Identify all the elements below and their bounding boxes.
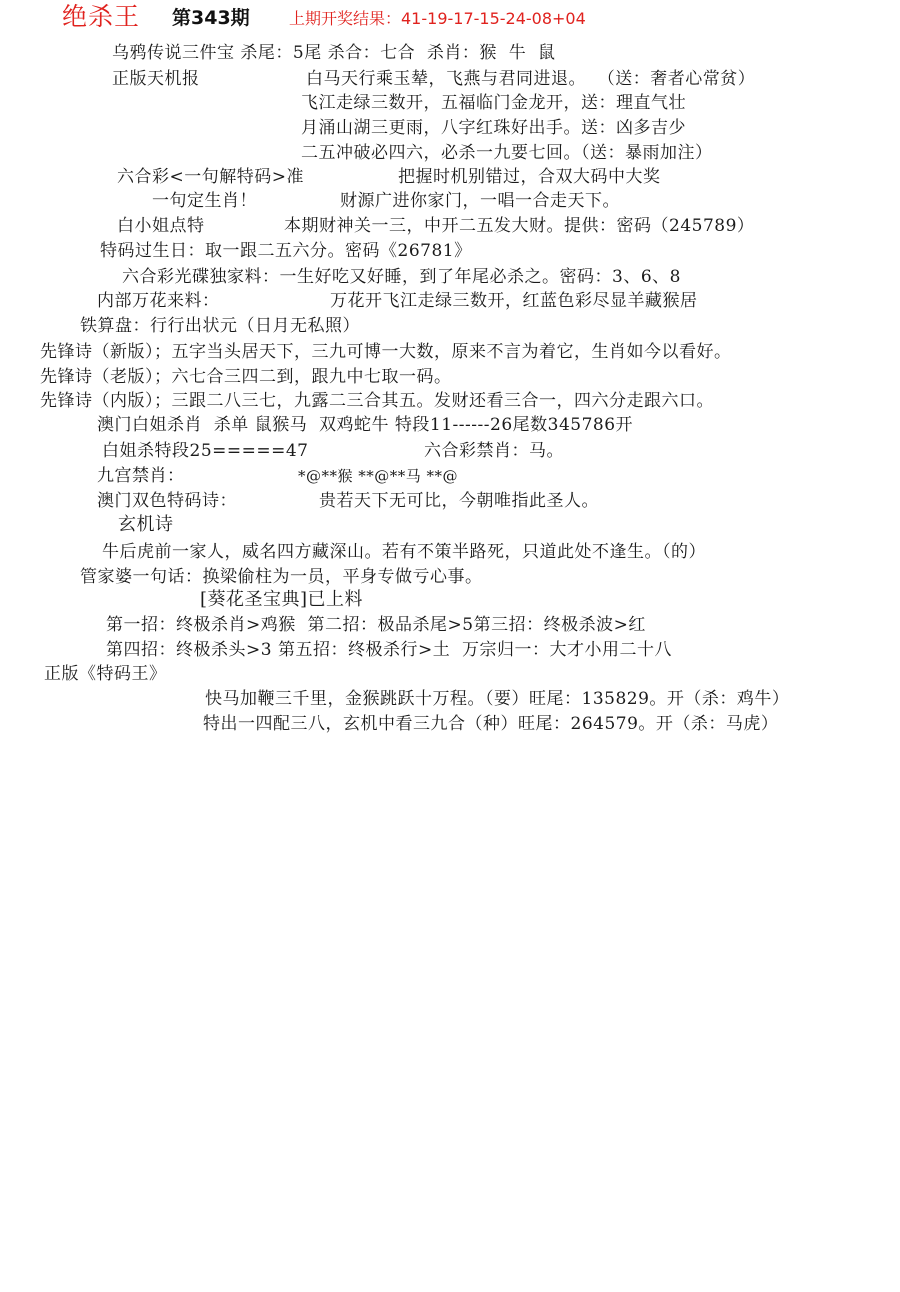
text-line-moves-1-3: 第一招：终极杀肖>鸡猴 第二招：极品杀尾>5第三招：终极杀波>红 xyxy=(106,615,646,635)
text-line-nine-palace-text: *@**猴 **@**马 **@ xyxy=(298,467,459,485)
issue-number: 第343期 xyxy=(172,7,250,29)
text-line-bai-label: 白小姐点特 xyxy=(117,216,205,236)
text-line-wanhua-label: 内部万花来料： xyxy=(97,291,220,311)
text-line-crow-legend: 乌鸦传说三件宝 杀尾：5尾 杀合：七合 杀肖：猴 牛 鼠 xyxy=(112,43,556,63)
text-line-one-sentence-label: 六合彩<一句解特码>准 xyxy=(117,167,304,187)
text-line-abacus: 铁算盘：行行出状元（日月无私照） xyxy=(80,316,360,336)
text-line-tianji-poem-3: 月涌山湖三更雨，八字红珠好出手。送：凶多吉少 xyxy=(301,118,686,138)
text-line-zodiac-text: 财源广进你家门，一唱一合走天下。 xyxy=(340,191,620,211)
text-line-vanguard-old: 先锋诗（老版）；六七合三四二到，跟九中七取一码。 xyxy=(40,367,452,387)
text-line-macau-poem-label: 澳门双色特码诗： xyxy=(97,491,237,511)
text-line-macau-bai: 澳门白姐杀肖 杀单 鼠猴马 双鸡蛇牛 特段11------26尾数345786开 xyxy=(97,415,634,435)
text-line-macau-poem-text: 贵若天下无可比，今朝唯指此圣人。 xyxy=(319,491,599,511)
section-heading-kuihua: [葵花圣宝典]已上料 xyxy=(200,589,364,610)
text-line-tianji-poem-2: 飞江走绿三数开，五福临门金龙开，送：理直气壮 xyxy=(301,93,686,113)
section-heading-tema-wang: 正版《特码王》 xyxy=(44,664,167,684)
text-line-mystic-poem: 牛后虎前一家人，威名四方藏深山。若有不策半路死，只道此处不逢生。（的） xyxy=(102,542,706,562)
text-line-birthday: 特码过生日：取一跟二五六分。密码《26781》 xyxy=(100,241,472,261)
text-line-wanhua-text: 万花开飞江走绿三数开，红蓝色彩尽显羊藏猴居 xyxy=(330,291,698,311)
text-line-zodiac-label: 一句定生肖！ xyxy=(152,191,257,211)
text-line-tianji-label: 正版天机报 xyxy=(112,69,200,89)
text-line-tema-wang-2: 特出一四配三八，玄机中看三九合（种）旺尾：264579。开（杀：马虎） xyxy=(203,714,779,734)
text-line-nine-palace-label: 九宫禁肖： xyxy=(97,466,185,486)
text-line-moves-4-5: 第四招：终极杀头>3 第五招：终极杀行>土 万宗归一：大才小用二十八 xyxy=(106,640,673,660)
text-line-vanguard-inner: 先锋诗（内版）；三跟二八三七，九露二三合其五。发财还看三合一，四六分走跟六口。 xyxy=(40,391,714,411)
text-line-bai-text: 本期财神关一三，中开二五发大财。提供：密码（245789） xyxy=(284,216,755,236)
text-line-tianji-poem-4: 二五冲破必四六，必杀一九要七回。（送：暴雨加注） xyxy=(301,143,713,163)
text-line-bai-kill-segment: 白姐杀特段25=====47 xyxy=(102,441,309,461)
text-line-cd-exclusive: 六合彩光碟独家料：一生好吃又好睡，到了年尾必杀之。密码：3、6、8 xyxy=(122,267,681,287)
text-line-vanguard-new: 先锋诗（新版）；五字当头居天下，三九可博一大数，原来不言为着它，生肖如今以看好。 xyxy=(40,342,732,362)
section-heading-mystic-poem: 玄机诗 xyxy=(118,514,174,535)
text-line-tema-wang-1: 快马加鞭三千里，金猴跳跃十万程。（要）旺尾：135829。开（杀：鸡牛） xyxy=(205,689,790,709)
text-line-tianji-poem-1: 白马天行乘玉辇，飞燕与君同进退。 （送：奢者心常贫） xyxy=(306,69,756,89)
text-line-one-sentence-text: 把握时机别错过，合双大码中大奖 xyxy=(398,167,661,187)
title-logo: 绝杀王 xyxy=(62,2,141,31)
text-line-housekeeper: 管家婆一句话：换梁偷柱为一员，平身专做亏心事。 xyxy=(80,567,483,587)
last-draw-result: 上期开奖结果：41-19-17-15-24-08+04 xyxy=(289,9,586,28)
text-line-forbidden-zodiac: 六合彩禁肖：马。 xyxy=(424,441,564,461)
